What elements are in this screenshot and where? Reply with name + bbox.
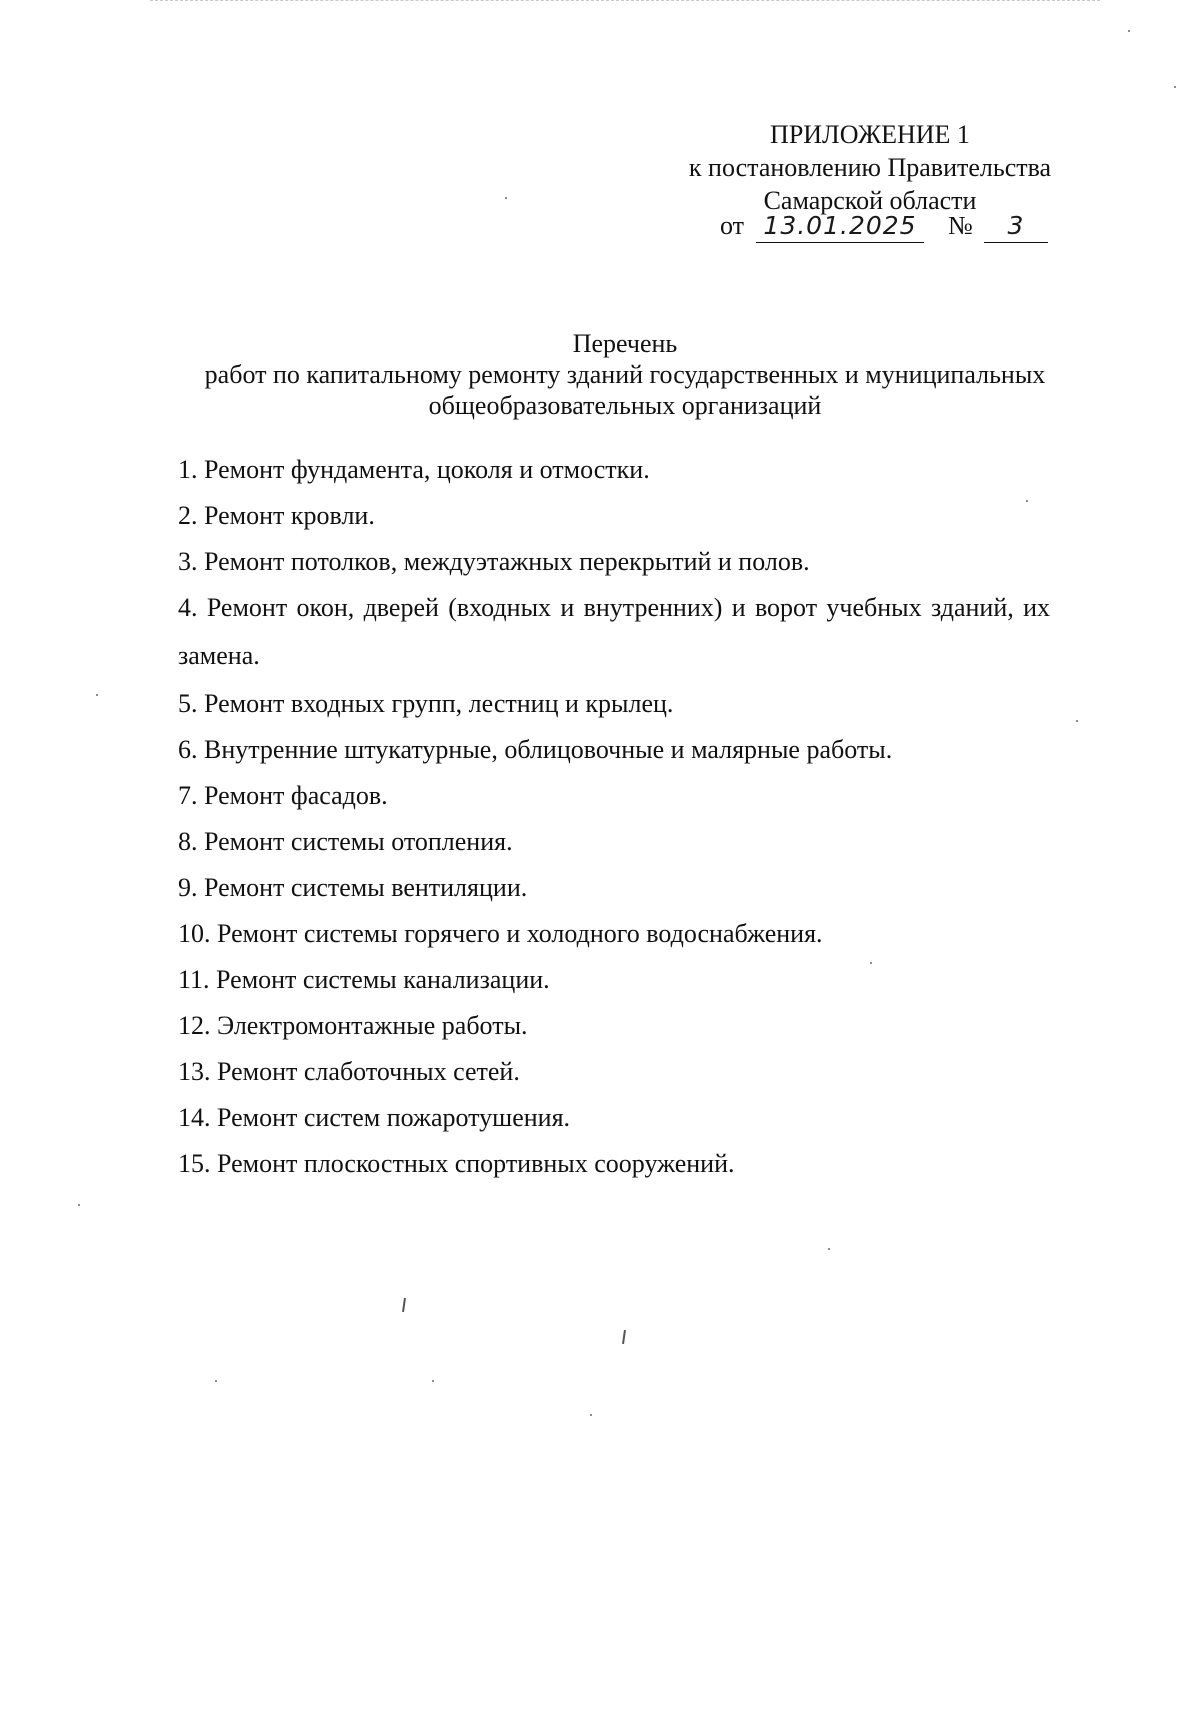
scan-speck [1076, 720, 1078, 722]
heading-subtitle-line-1: работ по капитальному ремонту зданий государственных и муниципальных [204, 360, 1046, 389]
list-item: 15. Ремонт плоскостных спортивных сооружений. [178, 1149, 735, 1178]
annex-date-number-line [720, 208, 1080, 248]
annex-title: ПРИЛОЖЕНИЕ 1 [770, 120, 970, 149]
scan-mark [402, 1298, 406, 1312]
scan-speck [215, 1380, 217, 1382]
scan-speck [1174, 86, 1176, 88]
scan-speck [590, 1414, 592, 1416]
list-item: 12. Электромонтажные работы. [178, 1011, 528, 1040]
heading-subtitle-line-2: общеобразовательных организаций [428, 391, 822, 420]
list-item: 4. Ремонт окон, дверей (входных и внутренних) и ворот учебных зданий, их замена. [178, 593, 1050, 670]
scan-speck [870, 962, 872, 964]
scan-speck [432, 1380, 434, 1382]
number-sign: № [948, 211, 973, 240]
scan-speck [505, 197, 507, 199]
date-prefix: от [720, 211, 745, 240]
scan-speck [78, 1204, 80, 1206]
handwritten-number: 3 [984, 208, 1048, 243]
list-item: 9. Ремонт системы вентиляции. [178, 873, 528, 902]
scan-speck [1026, 500, 1028, 502]
heading-title: Перечень [572, 329, 678, 358]
list-item: 3. Ремонт потолков, междуэтажных перекрытий и полов. [178, 547, 810, 576]
list-item: 11. Ремонт системы канализации. [178, 965, 550, 994]
list-item: 1. Ремонт фундамента, цоколя и отмостки. [178, 455, 650, 484]
scan-speck [828, 1248, 830, 1250]
scan-speck [96, 694, 98, 696]
document-heading [120, 328, 1130, 421]
list-item: 6. Внутренние штукатурные, облицовочные и малярные работы. [178, 735, 893, 764]
list-item: 10. Ремонт системы горячего и холодного водоснабжения. [178, 919, 823, 948]
annex-region-line: Самарской области [763, 186, 977, 215]
list-item: 2. Ремонт кровли. [178, 501, 375, 530]
works-list [120, 448, 1050, 1188]
handwritten-date: 13.01.2025 [756, 208, 924, 243]
annex-decree-line: к постановлению Правительства [688, 153, 1052, 182]
list-item: 8. Ремонт системы отопления. [178, 827, 513, 856]
scan-mark [622, 1330, 626, 1344]
scan-speck [1128, 30, 1130, 32]
annex-header [640, 118, 1100, 217]
scan-top-edge [150, 0, 1100, 3]
list-item: 14. Ремонт систем пожаротушения. [178, 1103, 571, 1132]
list-item: 13. Ремонт слаботочных сетей. [178, 1057, 520, 1086]
list-item: 5. Ремонт входных групп, лестниц и крылец. [178, 689, 674, 718]
list-item: 7. Ремонт фасадов. [178, 781, 388, 810]
